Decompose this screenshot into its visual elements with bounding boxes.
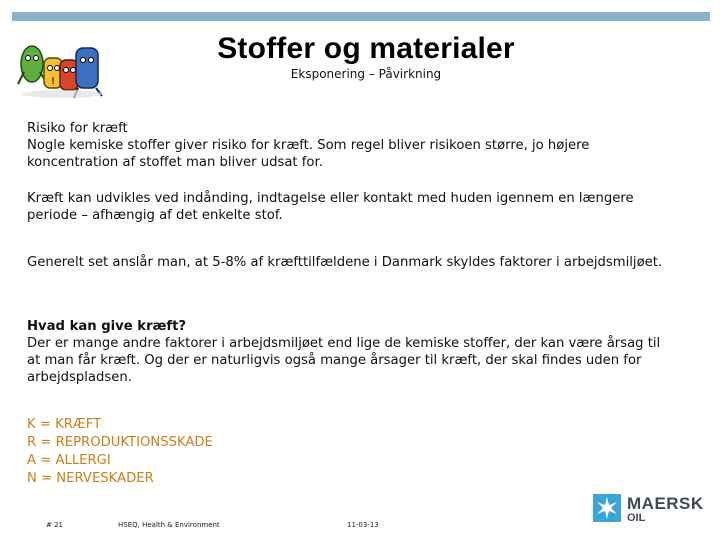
paragraph-text: Nogle kemiske stoffer giver risiko for kræft. Som regel bliver risikoen større, jo højere koncentration af stoffet man bliver udsat for. <box>27 138 590 170</box>
top-accent-bar <box>12 12 710 21</box>
slide-title: Stoffer og materialer <box>217 32 515 65</box>
paragraph-text: Der er mange andre faktorer i arbejdsmiljøet end lige de kemiske stoffer, der kan være årsag til at man får kræft. Og der er naturligvis også mange årsager til kræft, der skal findes uden for arbejdspladsen. <box>27 336 661 385</box>
paragraph-heading: Risiko for kræft <box>27 121 128 136</box>
hazard-legend <box>27 416 213 488</box>
slide-number: # 21 <box>46 521 63 529</box>
logo-subline: OIL <box>627 512 646 524</box>
paragraph-exposure <box>27 190 667 224</box>
legend-item: N = NERVESKADER <box>27 471 154 486</box>
legend-item: K = KRÆFT <box>27 417 102 432</box>
paragraph-statistics <box>27 254 662 271</box>
maersk-oil-logo <box>593 492 705 526</box>
maersk-star-icon <box>593 494 621 522</box>
svg-text:!: ! <box>50 77 56 87</box>
paragraph-text: Generelt set anslår man, at 5-8% af kræfttilfældene i Danmark skyldes faktorer i arbejdsmiljøet. <box>27 255 663 270</box>
footer-department: HSEQ, Health & Environment <box>118 521 220 529</box>
paragraph-text: Kræft kan udvikles ved indånding, indtagelse eller kontakt med huden igennem en længere periode – afhængig af det enkelte stof. <box>27 191 634 223</box>
logo-wordmark: MAERSK <box>627 494 704 513</box>
footer-date: 11-03-13 <box>347 521 379 529</box>
slide-subtitle: Eksponering – Påvirkning <box>290 67 442 81</box>
paragraph-risk <box>27 120 667 171</box>
legend-item: A = ALLERGI <box>27 453 111 468</box>
legend-item: R = REPRODUKTIONSSKADE <box>27 435 213 450</box>
paragraph-heading: Hvad kan give kræft? <box>27 319 187 334</box>
paragraph-causes <box>27 318 667 386</box>
